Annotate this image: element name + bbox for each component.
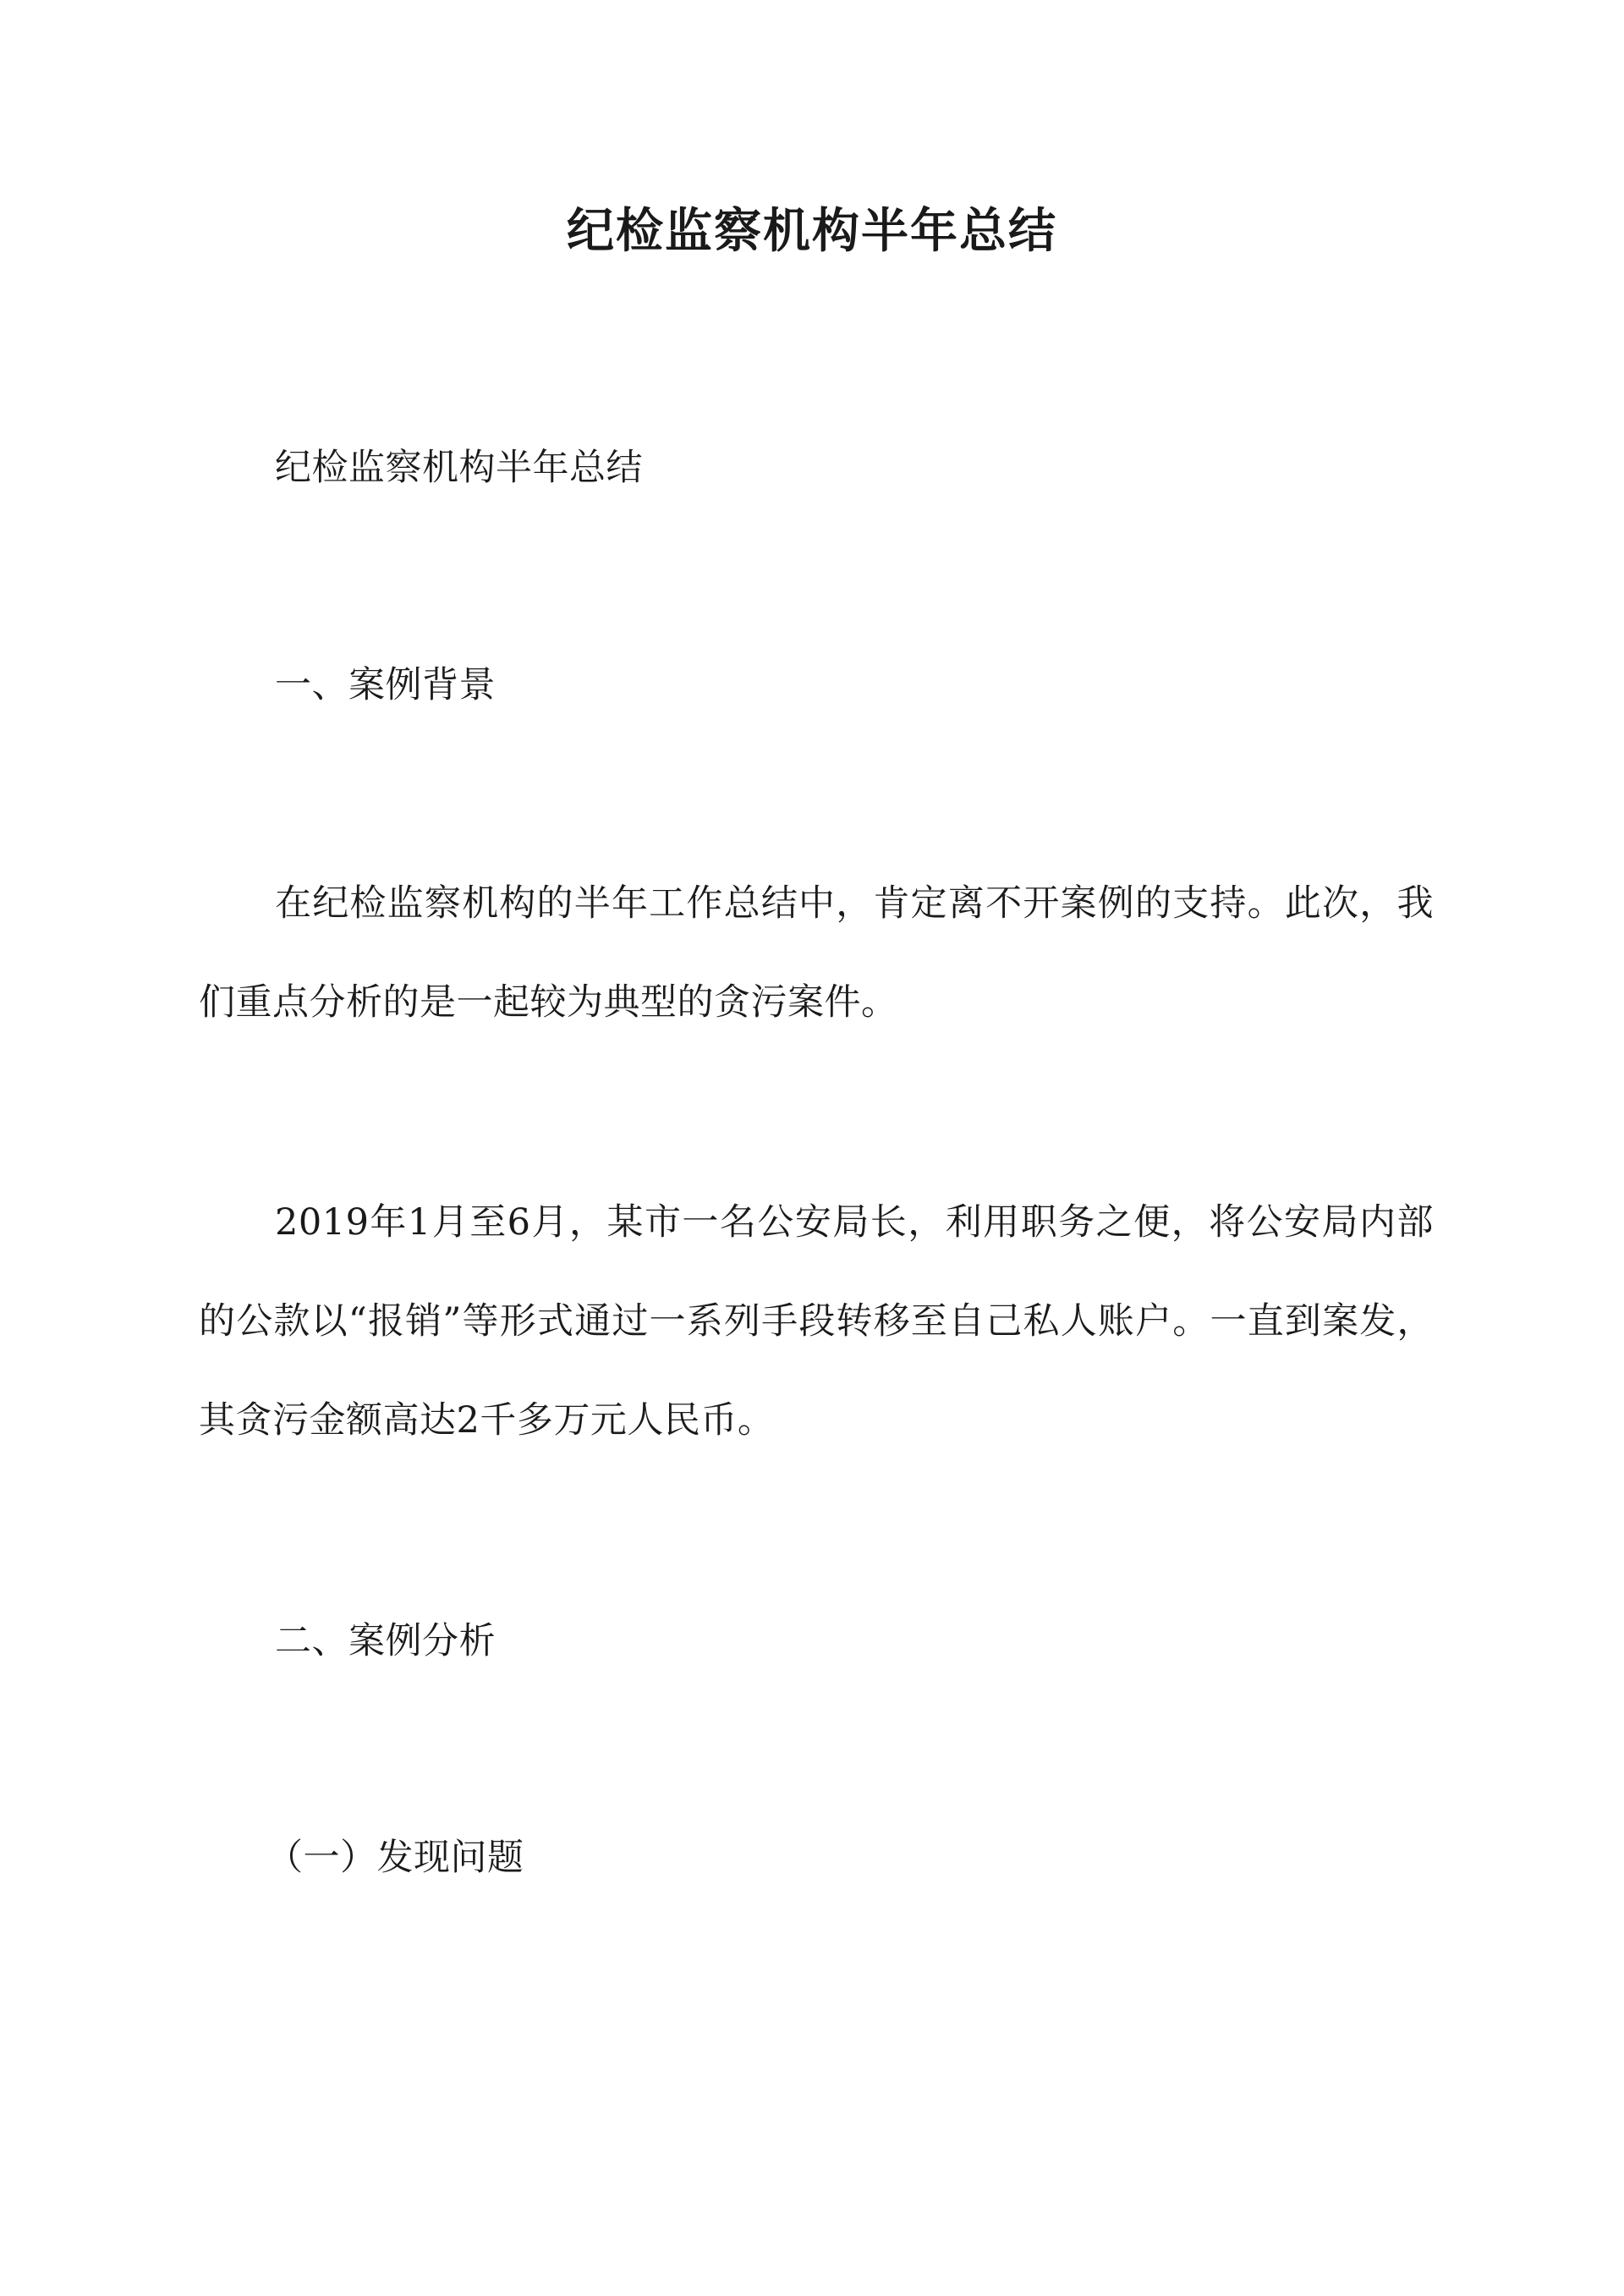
document-title: 纪检监察机构半年总结	[567, 203, 1057, 259]
paragraph-subtitle: 纪检监察机构半年总结	[275, 447, 643, 489]
section-heading-analysis: 二、案例分析	[275, 1620, 496, 1662]
paragraph-intro: 在纪检监察机构的半年工作总结中，肯定离不开案例的支持。此次，我们重点分析的是一起较为典型的贪污案件。	[199, 882, 1434, 1024]
paragraph-case-details: 2019年1月至6月，某市一名公安局长，利用职务之便，将公安局内部的公款以“报销”等形式通过一系列手段转移至自己私人账户。一直到案发，其贪污金额高达2千多万元人民币。	[199, 1201, 1434, 1442]
section-heading-background: 一、案例背景	[275, 664, 496, 706]
subsection-heading-findings: （一）发现问题	[266, 1837, 524, 1879]
